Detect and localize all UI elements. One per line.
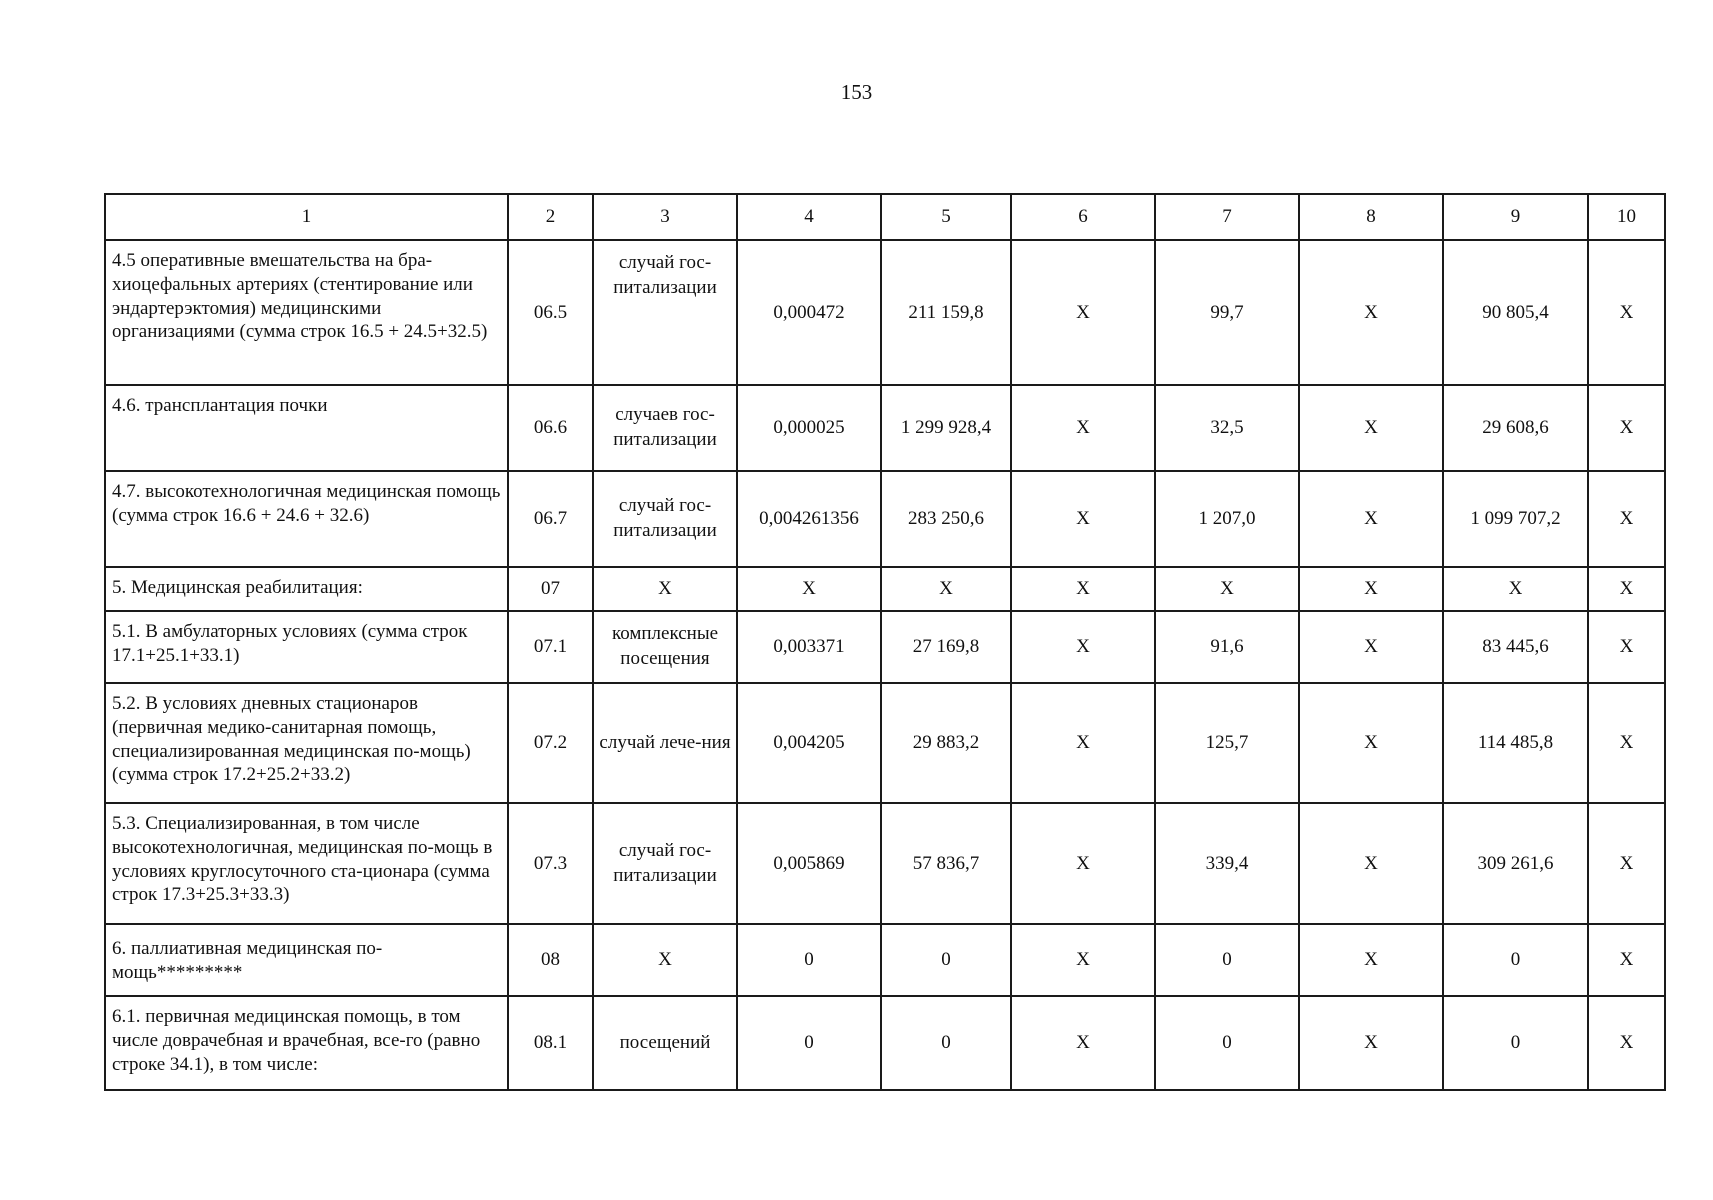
value-cell: 1 207,0: [1155, 471, 1299, 567]
value-cell: 114 485,8: [1443, 683, 1588, 803]
value-cell: 0,000472: [737, 240, 881, 385]
value-cell: X: [881, 567, 1011, 611]
value-cell: 309 261,6: [1443, 803, 1588, 924]
unit-cell: случай гос-питализации: [593, 803, 737, 924]
row-code-cell: 06.5: [508, 240, 593, 385]
value-cell: X: [1299, 683, 1443, 803]
data-table: [104, 193, 1666, 1091]
value-cell: X: [1299, 996, 1443, 1090]
row-name-cell: 5.3. Специализированная, в том числе высокотехнологичная, медицинская по-мощь в условиях круглосуточного ста-ционара (сумма строк 17.3+25.3+33.3): [105, 803, 508, 924]
table-row: [105, 471, 1665, 567]
column-header: 8: [1299, 194, 1443, 240]
value-cell: X: [1588, 240, 1665, 385]
column-number-row: [105, 194, 1665, 240]
value-cell: X: [1299, 567, 1443, 611]
row-name-cell: 6.1. первичная медицинская помощь, в том числе доврачебная и врачебная, все-го (равно строке 34.1), в том числе:: [105, 996, 508, 1090]
value-cell: X: [1011, 471, 1155, 567]
value-cell: X: [1588, 683, 1665, 803]
column-header: 1: [105, 194, 508, 240]
table-row: [105, 385, 1665, 471]
column-header: 4: [737, 194, 881, 240]
value-cell: 0: [1443, 996, 1588, 1090]
column-header: 10: [1588, 194, 1665, 240]
column-header: 6: [1011, 194, 1155, 240]
row-code-cell: 06.7: [508, 471, 593, 567]
value-cell: 27 169,8: [881, 611, 1011, 683]
value-cell: X: [1299, 611, 1443, 683]
value-cell: 0: [1443, 924, 1588, 996]
value-cell: X: [1299, 240, 1443, 385]
value-cell: 0: [737, 924, 881, 996]
table-row: [105, 567, 1665, 611]
row-name-cell: 4.5 оперативные вмешательства на бра-хиоцефальных артериях (стентирование или эндартерэктомия) медицинскими организациями (сумма строк 16.5 + 24.5+32.5): [105, 240, 508, 385]
value-cell: 1 299 928,4: [881, 385, 1011, 471]
unit-cell: случай гос-питализации: [593, 471, 737, 567]
table-row: [105, 611, 1665, 683]
value-cell: X: [1011, 924, 1155, 996]
value-cell: X: [737, 567, 881, 611]
row-name-cell: 5.1. В амбулаторных условиях (сумма строк 17.1+25.1+33.1): [105, 611, 508, 683]
value-cell: X: [1588, 996, 1665, 1090]
value-cell: 0,003371: [737, 611, 881, 683]
value-cell: 0: [881, 996, 1011, 1090]
table-row: [105, 240, 1665, 385]
row-code-cell: 07.2: [508, 683, 593, 803]
value-cell: X: [1155, 567, 1299, 611]
row-name-cell: 5. Медицинская реабилитация:: [105, 567, 508, 611]
value-cell: X: [1588, 567, 1665, 611]
unit-cell: случай гос-питализации: [593, 240, 737, 385]
value-cell: 29 883,2: [881, 683, 1011, 803]
row-name-cell: 6. паллиативная медицинская по-мощь*********: [105, 924, 508, 996]
value-cell: X: [1588, 385, 1665, 471]
table-row: [105, 803, 1665, 924]
value-cell: 211 159,8: [881, 240, 1011, 385]
value-cell: X: [1299, 803, 1443, 924]
table-row: [105, 683, 1665, 803]
value-cell: X: [1011, 683, 1155, 803]
page-number: 153: [840, 80, 873, 104]
row-code-cell: 08.1: [508, 996, 593, 1090]
unit-cell: посещений: [593, 996, 737, 1090]
value-cell: 0: [737, 996, 881, 1090]
value-cell: 57 836,7: [881, 803, 1011, 924]
data-table-container: [104, 193, 1664, 1091]
column-header: 3: [593, 194, 737, 240]
column-header: 9: [1443, 194, 1588, 240]
value-cell: 91,6: [1155, 611, 1299, 683]
row-name-cell: 4.7. высокотехнологичная медицинская помощь (сумма строк 16.6 + 24.6 + 32.6): [105, 471, 508, 567]
unit-cell: X: [593, 567, 737, 611]
table-row: [105, 996, 1665, 1090]
unit-cell: X: [593, 924, 737, 996]
unit-cell: случаев гос-питализации: [593, 385, 737, 471]
value-cell: X: [1011, 996, 1155, 1090]
value-cell: 0,004205: [737, 683, 881, 803]
value-cell: 32,5: [1155, 385, 1299, 471]
value-cell: X: [1011, 803, 1155, 924]
value-cell: 0: [1155, 924, 1299, 996]
row-code-cell: 06.6: [508, 385, 593, 471]
value-cell: X: [1588, 803, 1665, 924]
value-cell: X: [1011, 567, 1155, 611]
value-cell: 0: [881, 924, 1011, 996]
row-name-cell: 4.6. трансплантация почки: [105, 385, 508, 471]
row-code-cell: 07.3: [508, 803, 593, 924]
value-cell: 99,7: [1155, 240, 1299, 385]
table-row: [105, 924, 1665, 996]
value-cell: 125,7: [1155, 683, 1299, 803]
value-cell: 0: [1155, 996, 1299, 1090]
value-cell: 0,005869: [737, 803, 881, 924]
row-name-cell: 5.2. В условиях дневных стационаров (первичная медико-санитарная помощь, специализированная медицинская по-мощь) (сумма строк 17.2+25.2+33.2): [105, 683, 508, 803]
row-code-cell: 07: [508, 567, 593, 611]
value-cell: 283 250,6: [881, 471, 1011, 567]
value-cell: X: [1588, 611, 1665, 683]
value-cell: 90 805,4: [1443, 240, 1588, 385]
value-cell: X: [1011, 385, 1155, 471]
value-cell: X: [1299, 924, 1443, 996]
column-header: 5: [881, 194, 1011, 240]
value-cell: 339,4: [1155, 803, 1299, 924]
value-cell: X: [1299, 385, 1443, 471]
column-header: 2: [508, 194, 593, 240]
value-cell: 29 608,6: [1443, 385, 1588, 471]
value-cell: 83 445,6: [1443, 611, 1588, 683]
row-code-cell: 08: [508, 924, 593, 996]
value-cell: 1 099 707,2: [1443, 471, 1588, 567]
value-cell: 0,004261356: [737, 471, 881, 567]
row-code-cell: 07.1: [508, 611, 593, 683]
value-cell: X: [1443, 567, 1588, 611]
value-cell: X: [1588, 924, 1665, 996]
value-cell: X: [1011, 240, 1155, 385]
unit-cell: случай лече-ния: [593, 683, 737, 803]
unit-cell: комплексные посещения: [593, 611, 737, 683]
value-cell: X: [1588, 471, 1665, 567]
value-cell: 0,000025: [737, 385, 881, 471]
value-cell: X: [1299, 471, 1443, 567]
column-header: 7: [1155, 194, 1299, 240]
value-cell: X: [1011, 611, 1155, 683]
